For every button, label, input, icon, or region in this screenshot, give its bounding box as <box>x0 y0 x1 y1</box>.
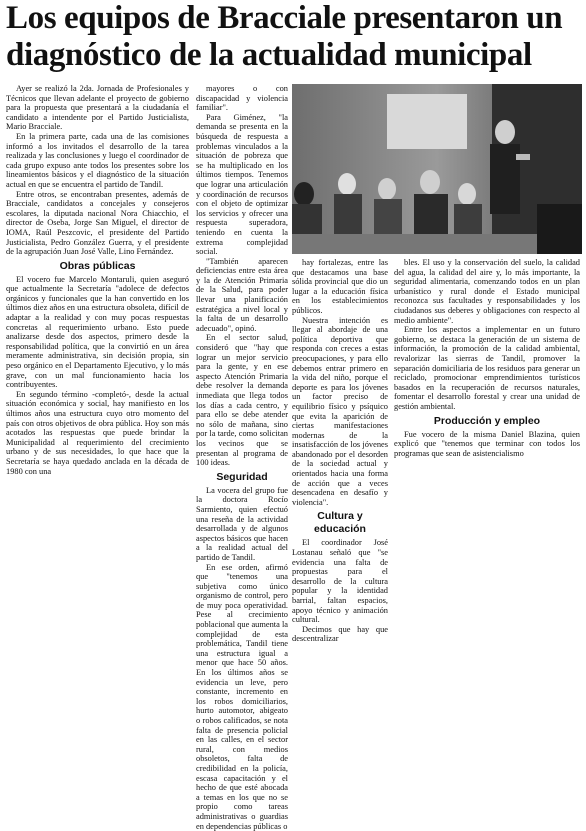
paragraph: hay fortalezas, entre las que destacamos una base sólida provincial que dio un lugar a la educación física en los establecimientos públicos. <box>292 258 388 316</box>
paragraph: La vocera del grupo fue la doctora Rocío Sarmiento, quien efectuó una reseña de la actividad desarrollada y de algunos aspectos básicos que hacen a la realidad actual del partido de Tandil. <box>196 486 288 563</box>
article-column-2-lower <box>292 258 388 644</box>
paragraph: En ese orden, afirmó que "tenemos una subjetiva como único organismo de control, pero de muy poca operatividad. Pese al crecimiento poblacional que aumenta la complejidad de esta problemática, Tandil tiene una estructura igual a menor que hace 50 años. En los últimos años se evidencia un leve, pero constante, incremento en los robos domiciliarios, hurto automotor, abigeato o robos calificados, se nota falta de presencia policial en las calles, en el sector rural, con medios obsoletos, falta de credibilidad en la policía, escasa capacitación y el hecho de que esté abocada a temas en los que no se propio como tareas administrativas o guardias en dependencias públicas o <box>196 563 288 831</box>
paragraph: En la primera parte, cada una de las comisiones informó a los invitados el desarrollo de la tarea realizada y las conclusiones y luego el coordinador de cada grupo expuso ante todos los presentes sobre los lineamientos básicos y el diagnóstico de la situación actual en que se encuentra el partido de Tandil. <box>6 132 189 190</box>
paragraph: El vocero fue Marcelo Montaruli, quien aseguró que actualmente la Secretaría "adolece de defectos orgánicos y funcionales que la han convertido en los últimos diez años en una estructura obsoleta, difícil de adaptar a la realidad y con muy pocas respuestas concretas al requerimiento urbano. Esto puede analizarse desde dos aspectos, primero desde la responsabilidad política, que la convirtió en un área meramente administrativa, sin decisión propia, sin peso orgánico en el Departamento Ejecutivo, y lo más grave, con un mal funcionamiento hacia los contribuyentes. <box>6 275 189 390</box>
section-subhead-seguridad: Seguridad <box>196 471 288 484</box>
paragraph: Fue vocero de la misma Daniel Blazina, quien explicó que "tenemos que terminar con todos los programas que sean de asistencialismo <box>394 430 580 459</box>
paragraph: El coordinador José Lostanau señaló que "se evidencia una falta de propuestas para el desarrollo de la cultura popular y la identidad barrial, faltan espacios, apoyo técnico y animación cultural. <box>292 538 388 624</box>
article-headline: Los equipos de Bracciale presentaron un diagnóstico de la actualidad municipal <box>6 0 584 74</box>
paragraph: Para Giménez, "la demanda se presenta en la búsqueda de respuesta a problemas vinculados a la situación de pobreza que se ha multiplicado en los últimos tiempos. Tenemos que lograr una articulación y coordinación de recursos con el objeto de optimizar los servicios y ofrecer una respuesta superadora, teniendo en cuenta la extrema complejidad social. <box>196 113 288 257</box>
section-subhead-produccion-empleo: Producción y empleo <box>394 415 580 428</box>
article-column-2 <box>196 84 288 831</box>
paragraph: "También aparecen deficiencias entre esta área y la de Atención Primaria de la Salud, para poder llevar una planificación estratégica a nivel local y la falta de un desarrollo adecuado", opinó. <box>196 257 288 334</box>
paragraph: En el sector salud, consideró que "hay que lograr un mejor servicio para la gente, y en ese aspecto Atención Primaria debe resolver la demanda inmediata que llega todos los días a cada centro, y para ello se debe atender no sólo de mañana, sino por la tarde, como solicitan los vecinos que se presentan al programa de 100 ideas. <box>196 333 288 467</box>
paragraph: Entre otros, se encontraban presentes, además de Bracciale, candidatos a concejales y consejeros escolares, la diputada nacional Nora Chiacchio, el director de Oseba, Jorge San Miguel, el director de IOMA, Raúl Peszcovic, el presidente del Partido Justicialista, Pedro González Guerra, y el presidente de la agrupación Juan José Valle, Lino Fernández. <box>6 190 189 257</box>
meeting-photo-image <box>292 84 582 254</box>
section-subhead-obras-publicas: Obras públicas <box>6 260 189 273</box>
paragraph: Decimos que hay que descentralizar <box>292 625 388 644</box>
paragraph: mayores o con discapacidad y violencia familiar". <box>196 84 288 113</box>
paragraph: En segundo término -completó-, desde la actual situación económica y social, hay manifiesto en los últimos años una estructura cuyo otro momento del país con otros objetivos de obra pública. Hoy son más acotados las respuestas que puede brindar la Municipalidad al requerimiento del crecimiento urbano y de sus necesidades, lo que hace que la Secretaría se haya quedado anclada en la década de 1980 con una <box>6 390 189 476</box>
paragraph: Nuestra intención es llegar al abordaje de una política deportiva que responda con creces a estas preocupaciones, y para ello debemos entrar primero en la vida del niño, porque el deporte es para los jóvenes un factor preciso de equilibrio físico y psíquico que evita la aparición de ciertas manifestaciones modernas de la insatisfacción de los jóvenes abandonado por el desorden de la sociedad actual y orientados hacia una forma de acción que a veces desencadena en desafío y violencia". <box>292 316 388 508</box>
section-subhead-cultura-educacion: Cultura y educación <box>292 510 388 536</box>
paragraph: bles. El uso y la conservación del suelo, la calidad del agua, la calidad del aire y, lo más importante, la seguridad alimentaria, comenzando todos en un plan urbanístico y rural donde el Estado municipal reconozca sus facultades y responsabilidades y los ciudadanos sus deberes y obligaciones con respecto al medio ambiente". <box>394 258 580 325</box>
meeting-photo <box>292 84 582 254</box>
article-column-3 <box>394 258 580 458</box>
paragraph: Entre los aspectos a implementar en un futuro gobierno, se destaca la generación de un sistema de información, la promoción de la calidad ambiental, revalorizar las sierras de Tandil, promover la separación domiciliaria de los residuos para generar un reciclado, promocionar emprendimientos turísticos basados en la recuperación de recursos naturales, fomentar el desarrollo forestal y crear una unidad de gestión ambiental. <box>394 325 580 411</box>
paragraph: Ayer se realizó la 2da. Jornada de Profesionales y Técnicos que llevan adelante el proyecto de gobierno para la propuesta que presentará a la ciudadanía el candidato a intendente por el Partido Justicialista, Mario Bracciale. <box>6 84 189 132</box>
article-column-1 <box>6 84 189 476</box>
